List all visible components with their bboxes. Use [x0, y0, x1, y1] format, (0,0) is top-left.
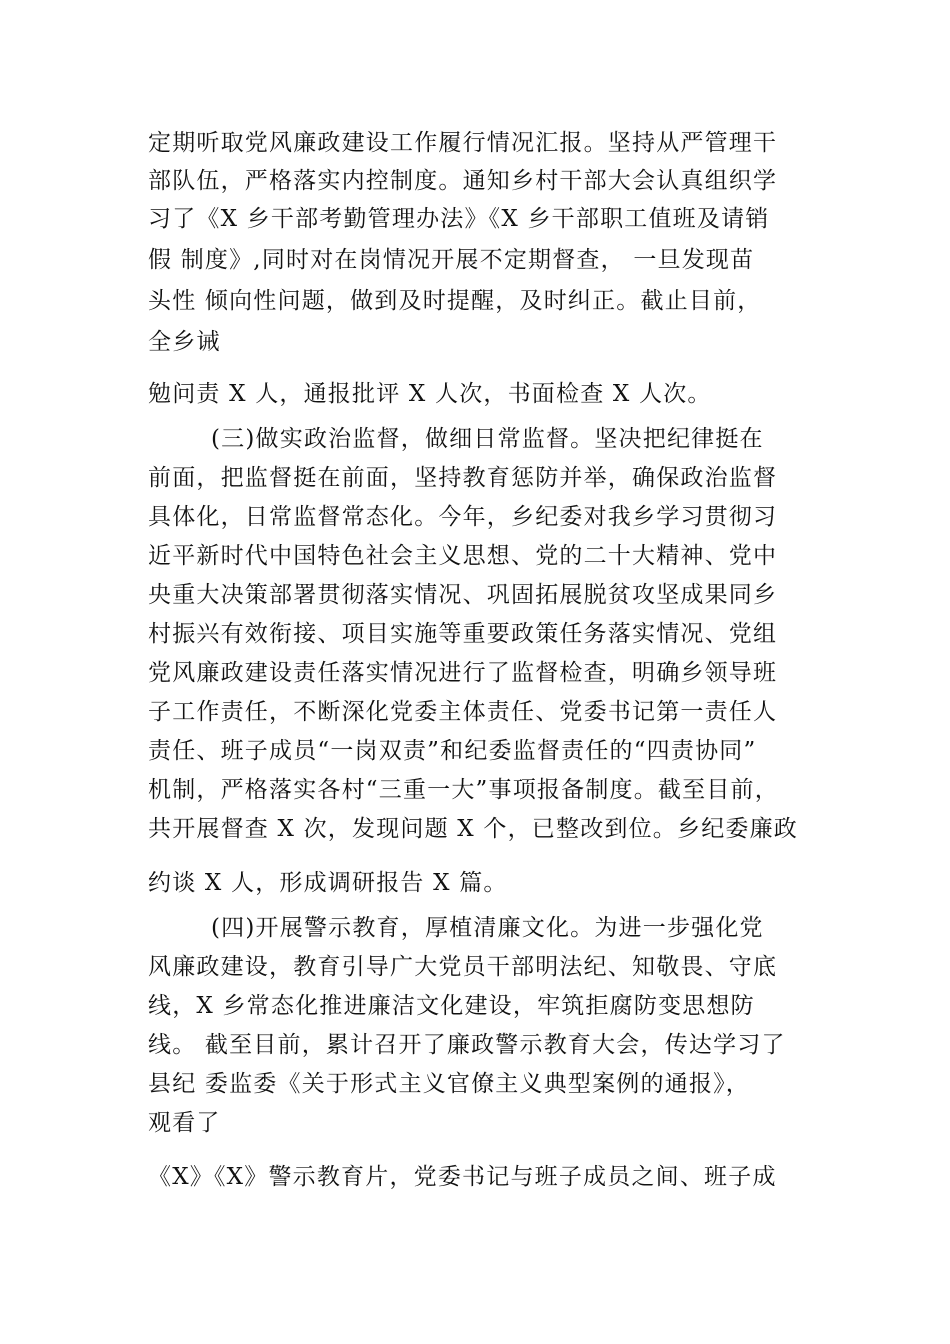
text-line: 勉问责 X 人，通报批评 X 人次，书面检查 X 人次。 — [148, 381, 712, 407]
text-line: 观看了 — [148, 1110, 221, 1136]
text-line: 头性 倾向性问题，做到及时提醒，及时纠正。截止目前， — [148, 288, 762, 314]
text-line: 近平新时代中国特色社会主义思想、党的二十大精神、党中 — [148, 543, 778, 569]
text-line: 责任、班子成员“一岗双责”和纪委监督责任的“四责协同” — [148, 738, 757, 764]
text-line: 部队伍，严格落实内控制度。通知乡村干部大会认真组织学 — [148, 168, 778, 194]
text-line: 风廉政建设，教育引导广大党员干部明法纪、知敬畏、守底 — [148, 954, 778, 980]
text-line: 党风廉政建设责任落实情况进行了监督检查，明确乡领导班 — [148, 660, 778, 686]
text-line: 线，X 乡常态化推进廉洁文化建设，牢筑拒腐防变思想防 — [148, 993, 755, 1019]
text-line: 央重大决策部署贯彻落实情况、巩固拓展脱贫攻坚成果同乡 — [148, 582, 778, 608]
paragraph-heading-4: (四)开展警示教育，厚植清廉文化。为进一步强化党 — [211, 915, 764, 941]
text-line: 机制，严格落实各村“三重一大”事项报备制度。截至目前， — [148, 777, 779, 803]
text-line: 县纪 委监委《关于形式主义官僚主义典型案例的通报》， — [148, 1071, 751, 1097]
paragraph-heading-3: (三)做实政治监督，做细日常监督。坚决把纪律挺在 — [211, 426, 764, 452]
text-line: 前面，把监督挺在前面，坚持教育惩防并举，确保政治监督 — [148, 465, 778, 491]
text-line: 全乡诫 — [148, 329, 221, 355]
text-line: 子工作责任，不断深化党委主体责任、党委书记第一责任人 — [148, 699, 778, 725]
text-line: 《X》《X》警示教育片，党委书记与班子成员之间、班子成 — [148, 1164, 777, 1190]
text-line: 共开展督查 X 次，发现问题 X 个，已整改到位。乡纪委廉政 — [148, 816, 798, 842]
text-line: 村振兴有效衔接、项目实施等重要政策任务落实情况、党组 — [148, 621, 778, 647]
text-line: 约谈 X 人，形成调研报告 X 篇。 — [148, 870, 508, 896]
text-line: 定期听取党风廉政建设工作履行情况汇报。坚持从严管理干 — [148, 130, 778, 156]
text-line: 假 制度》,同时对在岗情况开展不定期督查， 一旦发现苗 — [148, 247, 755, 273]
text-line: 具体化，日常监督常态化。今年，乡纪委对我乡学习贯彻习 — [148, 504, 778, 530]
text-line: 线。 截至目前，累计召开了廉政警示教育大会，传达学习了 — [148, 1032, 786, 1058]
text-line: 习了《X 乡干部考勤管理办法》《X 乡干部职工值班及请销 — [148, 206, 770, 232]
